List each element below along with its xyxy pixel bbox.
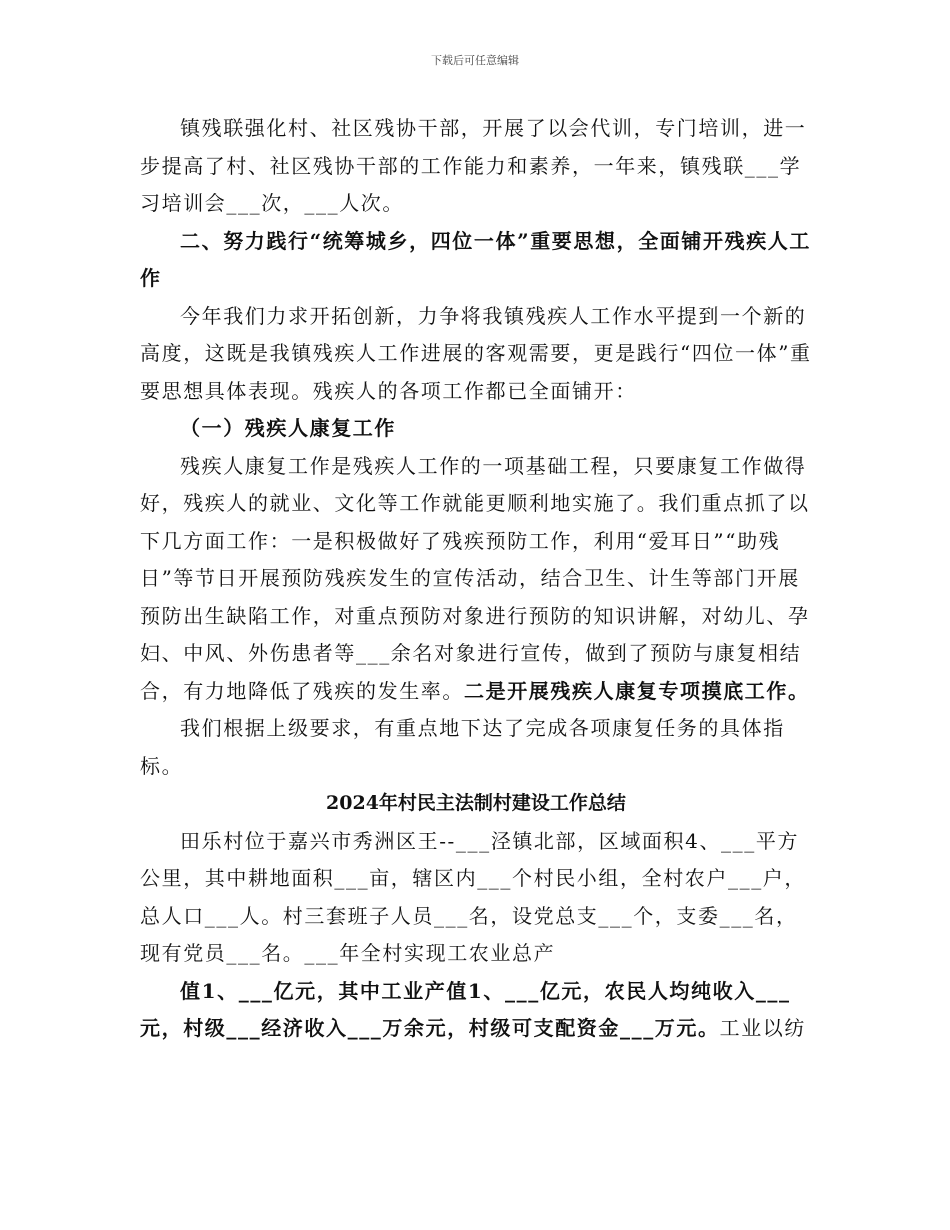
- page-header: 下载后可任意编辑: [431, 54, 519, 67]
- paragraph-village-intro: 田乐村位于嘉兴市秀洲区王--___泾镇北部，区域面积4、___平方公里，其中耕地面积___亩，辖区内___个村民小组，全村农户___户，总人口___人。村三套班子人员___名，设党总支___个，支委___名，现有党员___名。___年全村实现工农业总产: [140, 828, 806, 965]
- document-body: [140, 110, 812, 1048]
- paragraph-output-bold: 值1、___亿元，其中工业产值1、___亿元，农民人均纯收入___元，村级___经济收入___万余元，村级可支配资金___万元。: [140, 978, 791, 1040]
- section-heading-2: 二、努力践行“统筹城乡，四位一体”重要思想，全面铺开残疾人工作: [140, 228, 812, 290]
- paragraph-rehab-text: 残疾人康复工作是残疾人工作的一项基础工程，只要康复工作做得好，残疾人的就业、文化等工作就能更顺利地实施了。我们重点抓了以下几方面工作：一是积极做好了残疾预防工作，利用“爱耳日”“助残日”等节日开展预防残疾发生的宣传活动，结合卫生、计生等部门开展预防出生缺陷工作，对重点预防对象进行预防的知识讲解，对幼儿、孕妇、中风、外伤患者等___余名对象进行宣传，做到了预防与康复相结合，有力地降低了残疾的发生率。: [140, 453, 810, 703]
- paragraph-innovation: 今年我们力求开拓创新，力争将我镇残疾人工作水平提到一个新的高度，这既是我镇残疾人工作进展的客观需要，更是践行“四位一体”重要思想具体表现。残疾人的各项工作都已全面铺开：: [140, 303, 812, 403]
- paragraph-rehab: [140, 448, 812, 711]
- paragraph-training: 镇残联强化村、社区残协干部，开展了以会代训，专门培训，进一步提高了村、社区残协干部的工作能力和素养，一年来，镇残联___学习培训会___次，___人次。: [140, 116, 807, 215]
- paragraph-rehab-bold: 二是开展残疾人康复专项摸底工作。: [464, 678, 810, 703]
- paragraph-output-text: 工业以纺: [719, 1016, 807, 1040]
- paragraph-targets: 我们根据上级要求，有重点地下达了完成各项康复任务的具体指标。: [140, 716, 785, 778]
- subsection-heading-rehab: （一）残疾人康复工作: [180, 416, 396, 440]
- paragraph-output: [140, 973, 812, 1048]
- document-title: 2024年村民主法制村建设工作总结: [326, 792, 626, 814]
